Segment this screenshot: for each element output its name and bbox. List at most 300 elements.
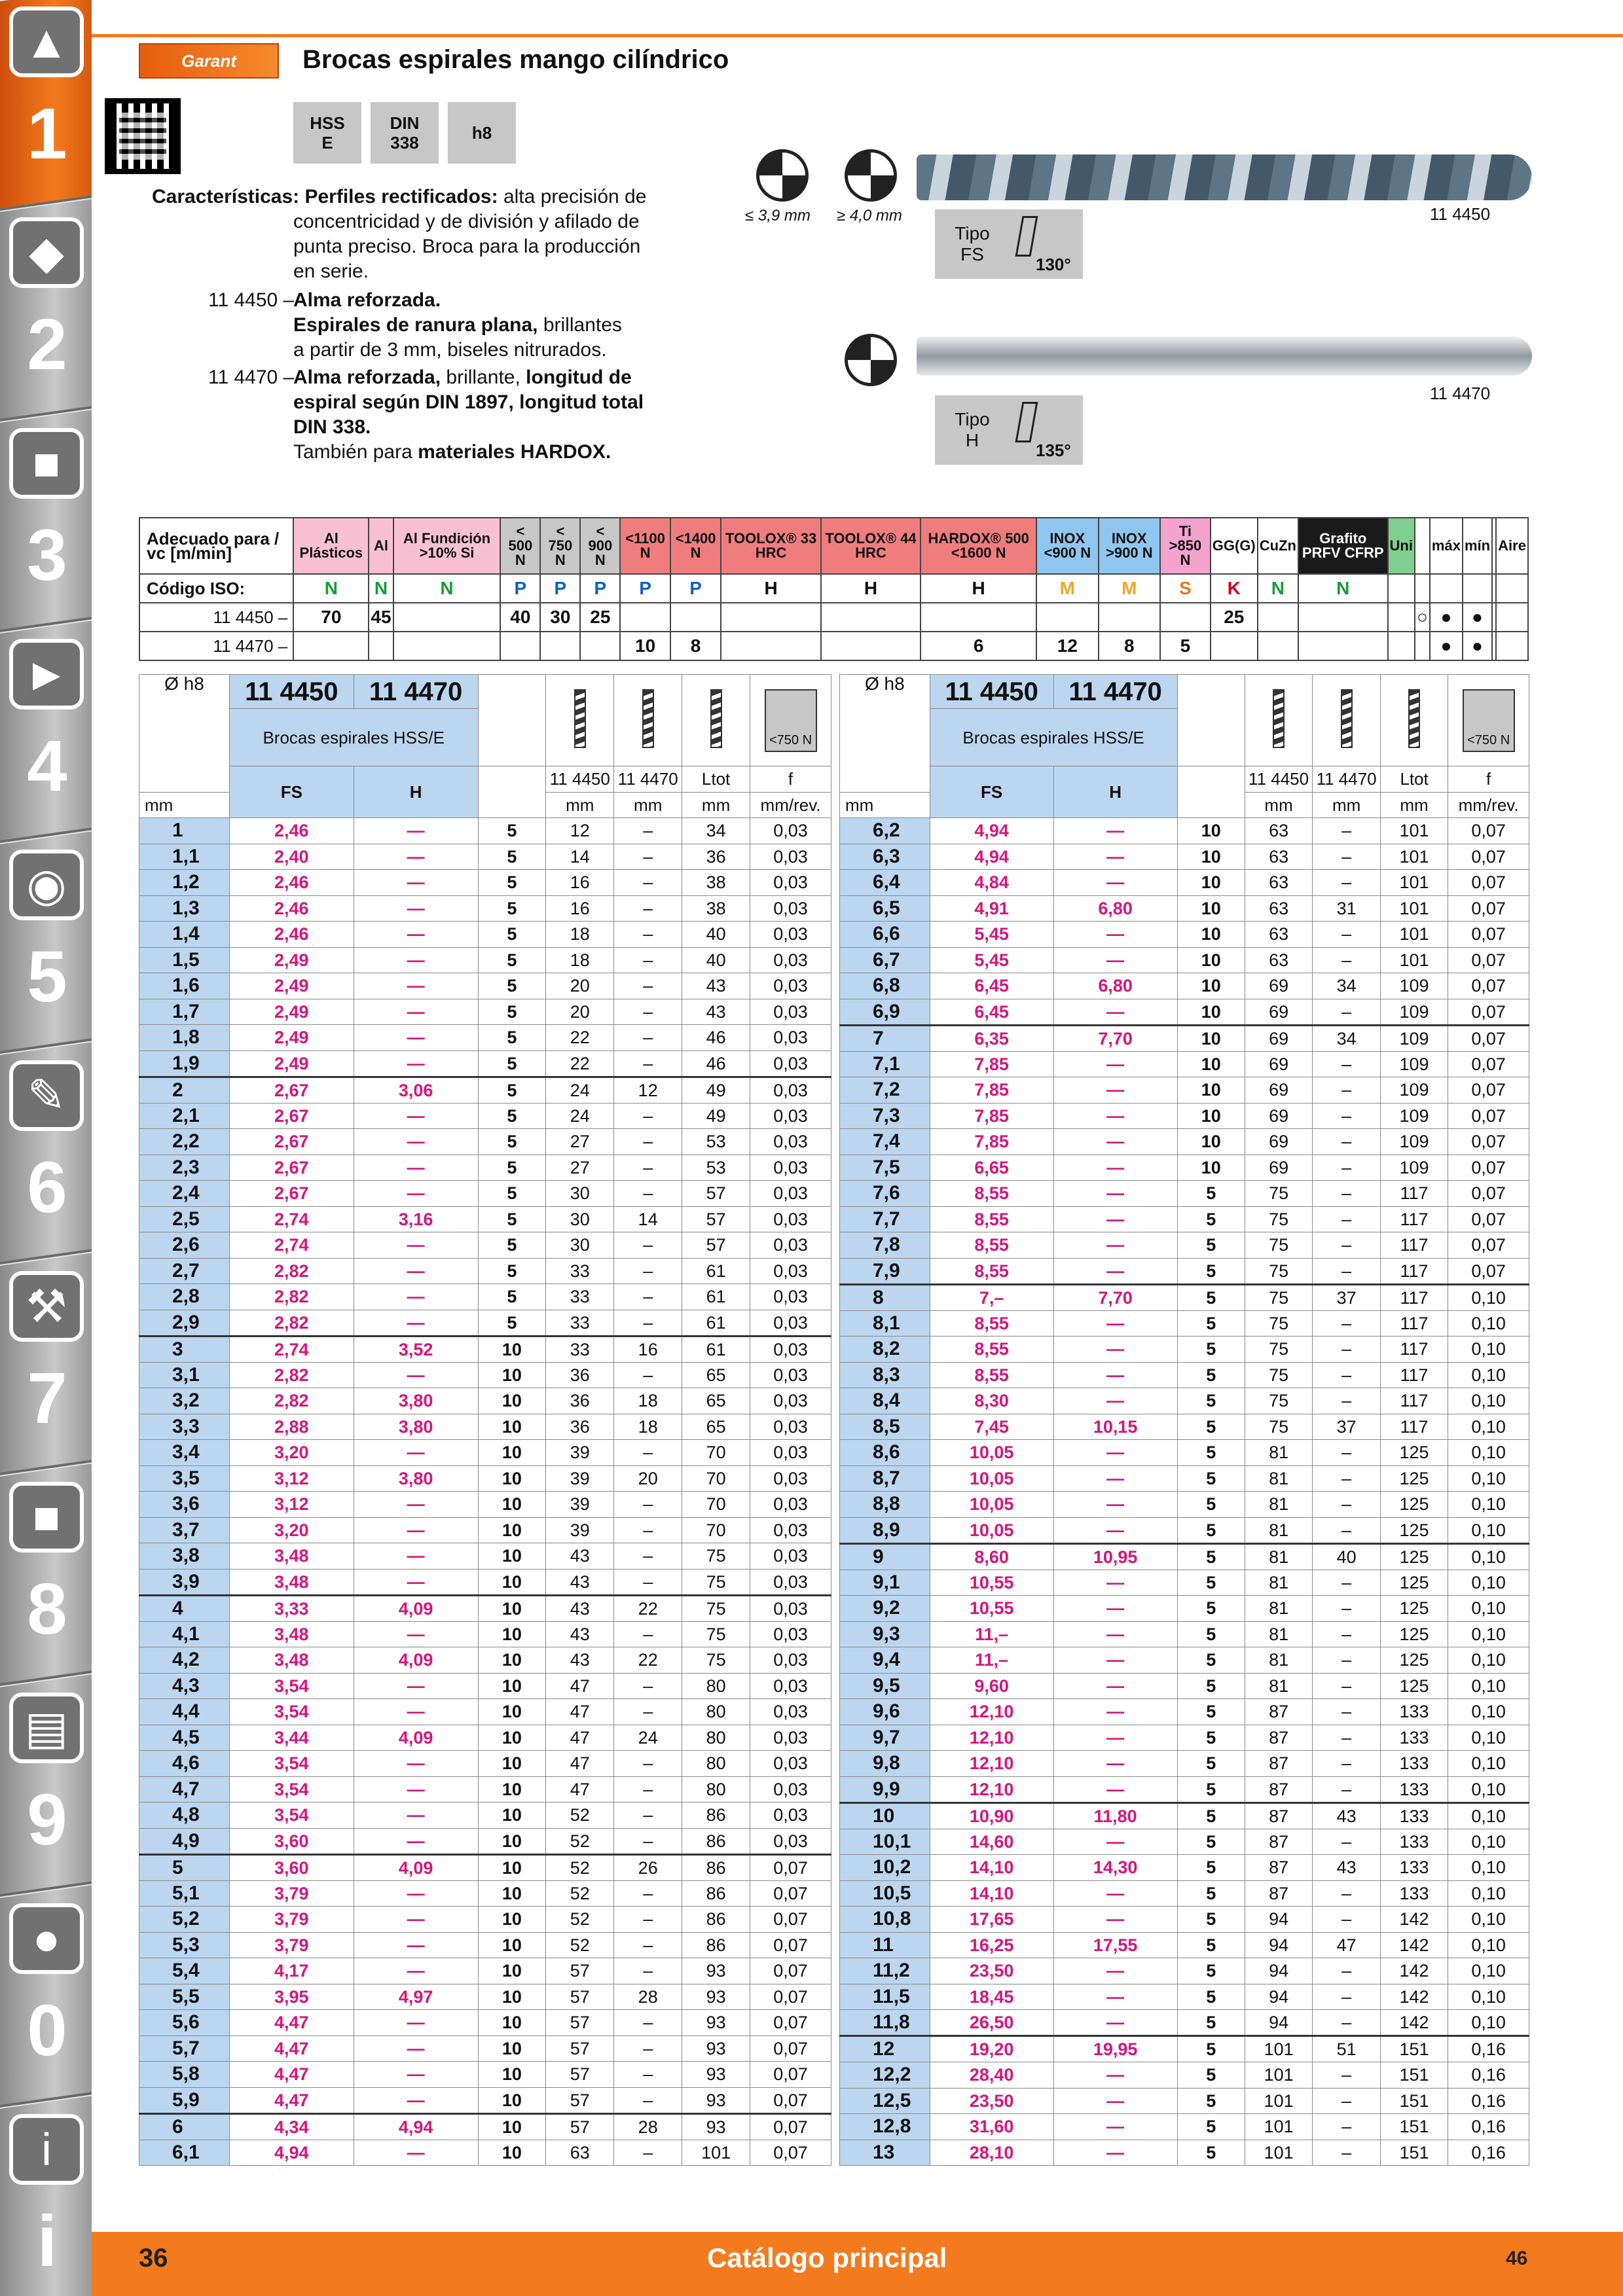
cell: 8,30 <box>930 1388 1053 1414</box>
cell: 3,16 <box>354 1206 478 1232</box>
suit-cell: Ti >850 N <box>1160 518 1211 574</box>
cell: 125 <box>1380 1621 1448 1647</box>
cell: — <box>354 2036 478 2062</box>
cell: 0,10 <box>1448 1880 1529 1907</box>
suit-cell: Grafito PRFV CFRP <box>1298 518 1388 574</box>
cell: 133 <box>1380 1855 1448 1881</box>
table-row <box>139 2113 831 2140</box>
cell: 9,1 <box>840 1570 930 1596</box>
cell: 61 <box>682 1258 750 1284</box>
cell: 39 <box>546 1517 614 1543</box>
table-row <box>840 1751 1529 1777</box>
table-row <box>139 1828 831 1854</box>
cell: 1,6 <box>139 973 230 999</box>
cell: 5 <box>478 818 546 844</box>
cell: — <box>354 947 478 973</box>
cell: – <box>614 1543 682 1570</box>
cell: 6,3 <box>840 844 930 870</box>
cell: 7,85 <box>930 1103 1053 1129</box>
cell: 14,60 <box>930 1829 1053 1855</box>
cell: — <box>1053 1751 1177 1777</box>
table-row <box>840 1517 1529 1543</box>
table-row <box>139 1595 831 1621</box>
cell: – <box>614 1181 682 1207</box>
cell: 27 <box>546 1129 614 1155</box>
cell: 109 <box>1380 1129 1448 1155</box>
suit-cell: P <box>670 574 721 603</box>
article-114450-header: 11 4450 <box>229 675 354 709</box>
drill-114450-icon <box>1245 675 1313 766</box>
table-row <box>840 1647 1529 1674</box>
cell: 9,5 <box>840 1673 930 1699</box>
unit: mm <box>1245 792 1313 818</box>
cell: 0,16 <box>1448 2062 1529 2089</box>
cell: 6 <box>139 2113 230 2140</box>
cell: — <box>1053 1336 1177 1363</box>
cell: 31,60 <box>930 2114 1053 2140</box>
cell: 11,5 <box>840 1984 930 2010</box>
chapter-5-icon[interactable]: ◉ <box>9 850 84 920</box>
suit-cell <box>1415 574 1430 603</box>
table-row <box>840 2062 1529 2089</box>
cell: — <box>354 1751 478 1777</box>
cell: 4,94 <box>930 844 1053 870</box>
cell: 47 <box>546 1673 614 1699</box>
table-row <box>840 1725 1529 1751</box>
cell: — <box>1053 1647 1177 1674</box>
cell: 125 <box>1380 1647 1448 1674</box>
cell: 7,9 <box>840 1258 930 1284</box>
cell: 7,5 <box>840 1155 930 1181</box>
cell: 11 <box>840 1932 930 1958</box>
cell: 109 <box>1380 999 1448 1025</box>
cell: 10 <box>478 1414 546 1440</box>
cell: 65 <box>682 1362 750 1388</box>
cell: 0,10 <box>1448 1440 1529 1466</box>
cell: 0,03 <box>750 1595 831 1621</box>
cell: 75 <box>1245 1388 1313 1414</box>
cell: 75 <box>682 1621 750 1647</box>
cell: 2,46 <box>229 818 354 844</box>
cell: 5 <box>478 1284 546 1310</box>
table-row <box>840 1984 1529 2010</box>
cell: – <box>1313 1206 1381 1232</box>
cell: – <box>1313 1776 1381 1803</box>
suit-cell <box>1430 574 1463 603</box>
desc-a-2: Espirales de ranura plana, brillantes <box>293 314 622 336</box>
cell: 9,4 <box>840 1647 930 1674</box>
cell: 1,8 <box>139 1025 230 1051</box>
cell: 133 <box>1380 1751 1448 1777</box>
cell: 0,07 <box>1448 1181 1529 1207</box>
cell: — <box>1053 1621 1177 1647</box>
cell: – <box>1313 1829 1381 1855</box>
cell: 75 <box>1245 1414 1313 1440</box>
drill-image-114470 <box>917 336 1532 376</box>
cell: 87 <box>1245 1855 1313 1881</box>
cell: 5 <box>1177 1232 1245 1259</box>
cell: 0,16 <box>1448 2114 1529 2140</box>
cell: – <box>614 973 682 999</box>
cell: 0,10 <box>1448 1647 1529 1674</box>
table-row <box>840 1077 1529 1103</box>
chapter-6-icon[interactable]: ✎ <box>9 1060 84 1131</box>
cell: — <box>354 2062 478 2088</box>
table-row <box>139 1725 831 1751</box>
size-range-small: ≤ 3,9 mm <box>745 207 811 224</box>
chapter-i-icon[interactable]: i <box>9 2114 84 2185</box>
cell: – <box>614 2140 682 2166</box>
cell: — <box>1053 1699 1177 1725</box>
cell: — <box>354 922 478 948</box>
cell: — <box>1053 1129 1177 1155</box>
cell: 7,2 <box>840 1077 930 1103</box>
suitability-table <box>139 517 1529 661</box>
cell: 7,85 <box>930 1129 1053 1155</box>
table-row <box>840 1440 1529 1466</box>
cell: 5 <box>478 1103 546 1129</box>
cell: 5,45 <box>930 947 1053 973</box>
cell: 5 <box>1177 1984 1245 2010</box>
suit-cell: ● <box>1430 603 1463 632</box>
cell: 10 <box>478 1388 546 1414</box>
cell: 9 <box>840 1543 930 1570</box>
cell: – <box>1313 1570 1381 1596</box>
cell: 0,03 <box>750 1181 831 1207</box>
cell: 57 <box>546 2010 614 2036</box>
cell: 5 <box>1177 1181 1245 1207</box>
cell: 70 <box>682 1517 750 1543</box>
cell: 8,1 <box>840 1310 930 1336</box>
cell: 2,67 <box>229 1077 354 1103</box>
cell: 0,07 <box>750 2036 831 2062</box>
cell: 5 <box>478 895 546 922</box>
desc-a-3: a partir de 3 mm, biseles nitrurados. <box>293 339 607 361</box>
cell: 5,5 <box>139 1984 230 2010</box>
suit-cell: P <box>580 574 620 603</box>
cell: — <box>1053 818 1177 844</box>
cell: 133 <box>1380 1725 1448 1751</box>
cell: — <box>1053 1181 1177 1207</box>
cell: 151 <box>1380 2114 1448 2140</box>
cell: — <box>1053 1725 1177 1751</box>
table-row <box>139 1181 831 1207</box>
cell: 5 <box>1177 1880 1245 1907</box>
cell: 2,82 <box>229 1310 354 1336</box>
col-header-l1: 11 4450 <box>546 766 614 793</box>
cell: 63 <box>546 2140 614 2166</box>
cell: 63 <box>1245 922 1313 948</box>
cell: 30 <box>546 1181 614 1207</box>
suit-row-r1 <box>139 603 1528 632</box>
cell: — <box>1053 947 1177 973</box>
table-row <box>840 1181 1529 1207</box>
cell: 8,6 <box>840 1440 930 1466</box>
cell: 8,8 <box>840 1492 930 1518</box>
cell: — <box>1053 1880 1177 1907</box>
cell: 5,45 <box>930 922 1053 948</box>
cell: 0,03 <box>750 1362 831 1388</box>
col-header-f: f <box>750 766 831 793</box>
suit-cell <box>821 632 921 660</box>
cell: 0,07 <box>1448 1232 1529 1259</box>
cell: 8,55 <box>930 1258 1053 1284</box>
suit-cell <box>721 603 820 632</box>
cell: – <box>1313 1336 1381 1363</box>
cell: 4,84 <box>930 870 1053 896</box>
cell: 10 <box>1177 895 1245 922</box>
table-row <box>139 1932 831 1958</box>
drill-114450-icon <box>546 675 614 766</box>
cell: – <box>614 1492 682 1518</box>
cell: 2,1 <box>139 1103 230 1129</box>
chapter-4-icon[interactable]: ► <box>9 639 84 709</box>
cell: – <box>614 1932 682 1958</box>
suit-cell: P <box>620 574 670 603</box>
cell: 20 <box>546 999 614 1025</box>
cell: — <box>1053 1388 1177 1414</box>
cell: – <box>614 2036 682 2062</box>
chapter-number: i <box>37 2201 58 2282</box>
cell: 0,03 <box>750 1517 831 1543</box>
din-badge: DIN 338 <box>371 102 439 164</box>
chapter-0-icon[interactable]: ● <box>9 1903 84 1974</box>
cell: 5 <box>1177 1803 1245 1829</box>
cell: 0,10 <box>1448 1362 1529 1388</box>
table-row <box>139 2087 831 2113</box>
suit-label: Código ISO: <box>139 574 293 603</box>
cell: 57 <box>546 2087 614 2113</box>
table-row <box>139 1984 831 2010</box>
pack-header <box>478 766 546 818</box>
cell: 125 <box>1380 1492 1448 1518</box>
cell: 27 <box>546 1155 614 1181</box>
table-row <box>840 1621 1529 1647</box>
cell: 40 <box>1313 1543 1381 1570</box>
chapter-7-icon[interactable]: ⚒ <box>9 1271 84 1342</box>
suit-cell: 25 <box>580 603 620 632</box>
unit-mm: mm <box>139 792 230 818</box>
cell: 19,20 <box>930 2036 1053 2062</box>
cell: 10 <box>478 1803 546 1829</box>
table-row <box>840 999 1529 1025</box>
cell: 101 <box>1245 2140 1313 2166</box>
cell: 13 <box>840 2140 930 2166</box>
suit-cell: N <box>1258 574 1298 603</box>
cell: 101 <box>1380 947 1448 973</box>
chapter-9-icon[interactable]: ▤ <box>9 1693 84 1763</box>
cell: 0,03 <box>750 1440 831 1466</box>
cell: 16 <box>614 1336 682 1362</box>
suit-cell: N <box>393 574 501 603</box>
cross-section-h-icon <box>845 334 897 386</box>
cell: 0,07 <box>750 1984 831 2010</box>
cell: 0,03 <box>750 1388 831 1414</box>
cell: 133 <box>1380 1829 1448 1855</box>
chapter-2-icon[interactable]: ◆ <box>9 217 84 288</box>
cell: 10 <box>478 1362 546 1388</box>
cell: 2,46 <box>229 870 354 896</box>
cell: 43 <box>1313 1803 1381 1829</box>
cell: – <box>1313 1725 1381 1751</box>
cell: – <box>614 895 682 922</box>
cell: 7,6 <box>840 1181 930 1207</box>
suit-cell: TOOLOX® 33 HRC <box>721 518 820 574</box>
cell: — <box>354 1673 478 1699</box>
cell: 109 <box>1380 1155 1448 1181</box>
cell: 63 <box>1245 947 1313 973</box>
cell: 4,09 <box>354 1854 478 1880</box>
cell: 0,03 <box>750 1284 831 1310</box>
cell: 0,10 <box>1448 1465 1529 1492</box>
cell: 0,03 <box>750 844 831 870</box>
chapter-3-icon[interactable]: ■ <box>9 428 84 499</box>
cell: 12 <box>614 1077 682 1103</box>
cell: 5 <box>1177 2114 1245 2140</box>
cell: – <box>1313 1984 1381 2010</box>
cell: 5 <box>478 1206 546 1232</box>
cell: 0,03 <box>750 999 831 1025</box>
cell: 8,55 <box>930 1362 1053 1388</box>
cell: — <box>1053 2114 1177 2140</box>
cell: – <box>614 844 682 870</box>
cell: – <box>614 1284 682 1310</box>
cell: 10,05 <box>930 1465 1053 1492</box>
cell: – <box>614 1621 682 1647</box>
cell: 87 <box>1245 1751 1313 1777</box>
col-header-f: f <box>1448 766 1529 793</box>
cell: — <box>354 1492 478 1518</box>
cell: 24 <box>546 1103 614 1129</box>
suit-cell: H <box>721 574 820 603</box>
cell: — <box>1053 1258 1177 1284</box>
cell: 2,49 <box>229 999 354 1025</box>
cell: 0,10 <box>1448 1621 1529 1647</box>
desc-b-4: También para materiales HARDOX. <box>293 441 611 463</box>
cell: 3,20 <box>229 1440 354 1466</box>
cell: 14,10 <box>930 1880 1053 1907</box>
cell: 5 <box>1177 1414 1245 1440</box>
cell: 3,54 <box>229 1673 354 1699</box>
cell: 5 <box>139 1854 230 1880</box>
cell: 28,10 <box>930 2140 1053 2166</box>
cell: 5 <box>1177 1621 1245 1647</box>
table-row <box>840 895 1529 922</box>
cell: 133 <box>1380 1803 1448 1829</box>
table-row <box>139 1776 831 1803</box>
cell: 8,3 <box>840 1362 930 1388</box>
cell: 0,10 <box>1448 1570 1529 1596</box>
table-row <box>139 818 831 844</box>
cell: – <box>614 1569 682 1595</box>
cell: 8 <box>840 1284 930 1310</box>
suit-cell: < 900 N <box>580 518 620 574</box>
cell: 87 <box>1245 1776 1313 1803</box>
cell: — <box>354 1958 478 1984</box>
suit-cell: INOX >900 N <box>1099 518 1161 574</box>
cell: 9,2 <box>840 1596 930 1622</box>
cell: 2,82 <box>229 1258 354 1284</box>
suit-cell: 40 <box>500 603 540 632</box>
cell: 0,03 <box>750 1776 831 1803</box>
cell: 11,– <box>930 1621 1053 1647</box>
cell: – <box>1313 1517 1381 1543</box>
cell: 19,95 <box>1053 2036 1177 2062</box>
cell: — <box>1053 2140 1177 2166</box>
cell: 4,4 <box>139 1699 230 1725</box>
cell: 5 <box>478 1025 546 1051</box>
cell: 0,03 <box>750 895 831 922</box>
suit-cell: GG(G) <box>1211 518 1258 574</box>
cell: — <box>1053 1077 1177 1103</box>
cell: 10,05 <box>930 1440 1053 1466</box>
cell: 10 <box>478 1699 546 1725</box>
suit-cell: ● <box>1430 632 1463 660</box>
cell: 6,65 <box>930 1155 1053 1181</box>
table-row <box>139 1414 831 1440</box>
cell: 125 <box>1380 1517 1448 1543</box>
cell: 69 <box>1245 1129 1313 1155</box>
cell: 39 <box>546 1440 614 1466</box>
chapter-8-icon[interactable]: ■ <box>9 1482 84 1552</box>
suit-cell: Al Fundición >10% Si <box>393 518 501 574</box>
table-row <box>139 1155 831 1181</box>
cell: 12,8 <box>840 2114 930 2140</box>
cell: 5,2 <box>139 1907 230 1933</box>
tip-header-h: H <box>1053 766 1177 818</box>
cell: – <box>614 922 682 948</box>
table-row <box>840 870 1529 896</box>
cell: 5 <box>1177 1388 1245 1414</box>
cell: – <box>1313 1673 1381 1699</box>
chapter-1-icon[interactable]: ▲ <box>9 7 84 77</box>
cell: 69 <box>1245 1103 1313 1129</box>
desc-line-1: Características: Perfiles rectificados: alta precisión de <box>152 186 647 207</box>
cell: – <box>614 1050 682 1077</box>
cell: 33 <box>546 1336 614 1362</box>
qr-code-icon[interactable] <box>105 98 181 174</box>
cell: – <box>1313 1596 1381 1622</box>
cell: 2,40 <box>229 844 354 870</box>
suit-cell <box>500 632 540 660</box>
cell: 0,07 <box>1448 1025 1529 1051</box>
cell: 0,10 <box>1448 1414 1529 1440</box>
cell: 2,8 <box>139 1284 230 1310</box>
cell: — <box>354 1310 478 1336</box>
table-row <box>840 1699 1529 1725</box>
cell: 7,4 <box>840 1129 930 1155</box>
cell: 4,47 <box>229 2010 354 2036</box>
cell: 5 <box>1177 1440 1245 1466</box>
cell: 43 <box>682 999 750 1025</box>
cell: 14,30 <box>1053 1855 1177 1881</box>
cell: 3,06 <box>354 1077 478 1103</box>
suit-cell <box>1258 632 1298 660</box>
cell: — <box>1053 1570 1177 1596</box>
cell: — <box>1053 2062 1177 2089</box>
cell: – <box>1313 1907 1381 1933</box>
chapter-number: 6 <box>27 1147 67 1228</box>
cell: 133 <box>1380 1880 1448 1907</box>
cell: 0,07 <box>750 2087 831 2113</box>
cell: – <box>1313 844 1381 870</box>
cell: 80 <box>682 1751 750 1777</box>
cell: 53 <box>682 1155 750 1181</box>
cell: 57 <box>682 1206 750 1232</box>
cell: 5 <box>478 844 546 870</box>
cell: 10 <box>478 1465 546 1492</box>
cell: 125 <box>1380 1673 1448 1699</box>
